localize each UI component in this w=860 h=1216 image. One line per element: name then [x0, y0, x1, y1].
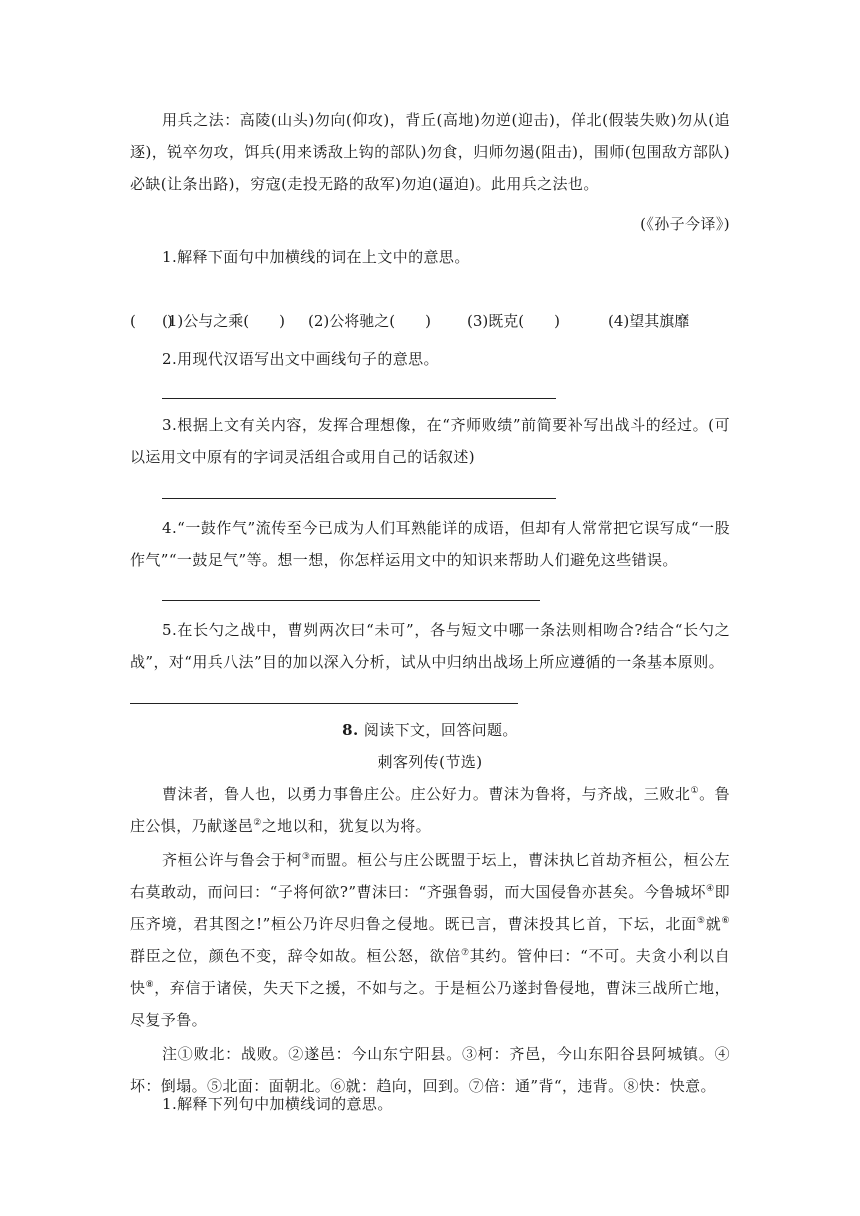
footnote-mark-3: ③: [301, 852, 311, 862]
passage-art-of-war: 用兵之法：高陵(山头)勿向(仰攻)，背丘(高地)勿逆(迎击)，佯北(假装失败)勿从(追逐)，锐卒勿攻，饵兵(用来诱敌上钩的部队)勿食，归师勿遏(阻击)，围师(包围敌方部队)必缺(让条出路)，穷寇(走投无路的敌军)勿迫(逼迫)。此用兵之法也。: [130, 111, 730, 193]
source-citation: (《孙子今译》): [640, 215, 730, 233]
answer-line-q5[interactable]: [130, 703, 518, 704]
passage-notes: 注①败北：战败。②遂邑：今山东宁阳县。③柯：齐邑，今山东阳谷县阿城镇。④坏：倒塌。⑤北面：面朝北。⑥就：趋向，回到。⑦倍：通”背“，违背。⑧快：快意。: [130, 1045, 730, 1095]
passage-title: 刺客列传(节选): [377, 753, 483, 771]
question-1-option-1: (1)公与之乘( ): [162, 312, 285, 330]
section-8-number: 8.: [342, 721, 359, 739]
footnote-mark-7: ⑦: [460, 948, 470, 958]
footnote-mark-2: ②: [253, 818, 262, 828]
footnote-mark-6: ⑥: [721, 916, 731, 926]
document-page: 用兵之法：高陵(山头)勿向(仰攻)，背丘(高地)勿逆(迎击)，佯北(假装失败)勿从(追逐)，锐卒勿攻，饵兵(用来诱敌上钩的部队)勿食，归师勿遏(阻击)，围师(包围敌方部队)必缺(让条出路)，穷寇(走投无路的敌军)勿迫(逼迫)。此用兵之法也。 (《孙子今译》) 1.解释下面句中加横线的词在上文中的意思。 (1)公与之乘( ) (2)公将驰之( ) (3)既克( ) (4)望其旗靡 ( ) 2.用现代汉语写出文中画线句子的意思。 3.根据上文有关内容，发挥合理想像，在“齐师败绩”前简要补写出战斗的经过。(可以运用文中原有的字词灵活组合或用自己的话叙述) 4.“一鼓作气”流传至今已成为人们耳熟能详的成语，但却有人常常把它误写成“一股作气”“一鼓足气”等。想一想，你怎样运用文中的知识来帮助人们避免这些错误。 5.在长勺之战中，曹刿两次曰“未可”，各与短文中哪一条法则相吻合?结合“长勺之战”，对“用兵八法”目的加以深入分析，试从中归纳出战场上所应遵循的一条基本原则。 8. 阅读下文，回答问题。 刺客列传(节选) 曹沫者，鲁人也，以勇力事鲁庄公。庄公好力。曹沫为鲁将，与齐战，三败北①。鲁庄公惧，乃献遂邑②之地以和，犹复以为将。 齐桓公许与鲁会于柯③而盟。桓公与庄公既盟于坛上，曹沫执匕首劫齐桓公，桓公左右莫敢动，而问曰：“子将何欲?”曹沫曰：“齐强鲁弱，而大国侵鲁亦甚矣。今鲁城坏④即压齐境，君其图之!”桓公乃许尽归鲁之侵地。既已言，曹沫投其匕首，下坛，北面⑤就⑥群臣之位，颜色不变，辞令如故。桓公怒，欲倍⑦其约。管仲曰：“不可。夫贪小利以自快⑧，弃信于诸侯，失天下之援，不如与之。于是桓公乃遂封鲁侵地，曹沫三战所亡地，尽复予鲁。 注①败北：战败。②遂邑：今山东宁阳县。③柯：齐邑，今山东阳谷县阿城镇。④坏：倒塌。⑤北面：面朝北。⑥就：趋向，回到。⑦倍：通”背“，违背。⑧快：快意。 1.解释下列句中加横线词的意思。: [0, 0, 860, 1216]
question-2-prompt: 2.用现代汉语写出文中画线句子的意思。: [162, 350, 439, 368]
passage-paragraph-1: 曹沫者，鲁人也，以勇力事鲁庄公。庄公好力。曹沫为鲁将，与齐战，三败北①。鲁庄公惧，乃献遂邑②之地以和，犹复以为将。: [130, 785, 731, 835]
answer-line-q3[interactable]: [162, 498, 556, 499]
section-8-question-1: 1.解释下列句中加横线词的意思。: [162, 1095, 393, 1113]
footnote-mark-5: ⑤: [696, 916, 706, 926]
question-1-option-2: (2)公将驰之( ): [308, 312, 431, 330]
section-8-heading: [130, 714, 730, 746]
question-5-prompt: 5.在长勺之战中，曹刿两次曰“未可”，各与短文中哪一条法则相吻合?结合“长勺之战”，对“用兵八法”目的加以深入分析，试从中归纳出战场上所应遵循的一条基本原则。: [130, 621, 730, 671]
question-1-option-3: (3)既克( ): [467, 312, 560, 330]
answer-line-q4[interactable]: [162, 600, 540, 601]
question-4-prompt: 4.“一鼓作气”流传至今已成为人们耳熟能详的成语，但却有人常常把它误写成“一股作气”“一鼓足气”等。想一想，你怎样运用文中的知识来帮助人们避免这些错误。: [130, 519, 730, 569]
question-1-option-4: (4)望其旗靡: [608, 312, 690, 330]
question-1-options: [162, 305, 732, 337]
footnote-mark-8: ⑧: [145, 980, 155, 990]
footnote-mark-4: ④: [706, 884, 715, 894]
footnote-mark-1: ①: [690, 786, 700, 796]
passage-paragraph-2: 齐桓公许与鲁会于柯③而盟。桓公与庄公既盟于坛上，曹沫执匕首劫齐桓公，桓公左右莫敢动，而问曰：“子将何欲?”曹沫曰：“齐强鲁弱，而大国侵鲁亦甚矣。今鲁城坏④即压齐境，君其图之!”桓公乃许尽归鲁之侵地。既已言，曹沫投其匕首，下坛，北面⑤就⑥群臣之位，颜色不变，辞令如故。桓公怒，欲倍⑦其约。管仲曰：“不可。夫贪小利以自快⑧，弃信于诸侯，失天下之援，不如与之。于是桓公乃遂封鲁侵地，曹沫三战所亡地，尽复予鲁。: [130, 851, 731, 1029]
section-8-instruction: 阅读下文，回答问题。: [363, 721, 518, 739]
question-1-prompt: 1.解释下面句中加横线的词在上文中的意思。: [162, 248, 470, 266]
answer-line-q2[interactable]: [162, 398, 556, 399]
question-3-prompt: 3.根据上文有关内容，发挥合理想像，在“齐师败绩”前简要补写出战斗的经过。(可以运用文中原有的字词灵活组合或用自己的话叙述): [130, 416, 730, 466]
